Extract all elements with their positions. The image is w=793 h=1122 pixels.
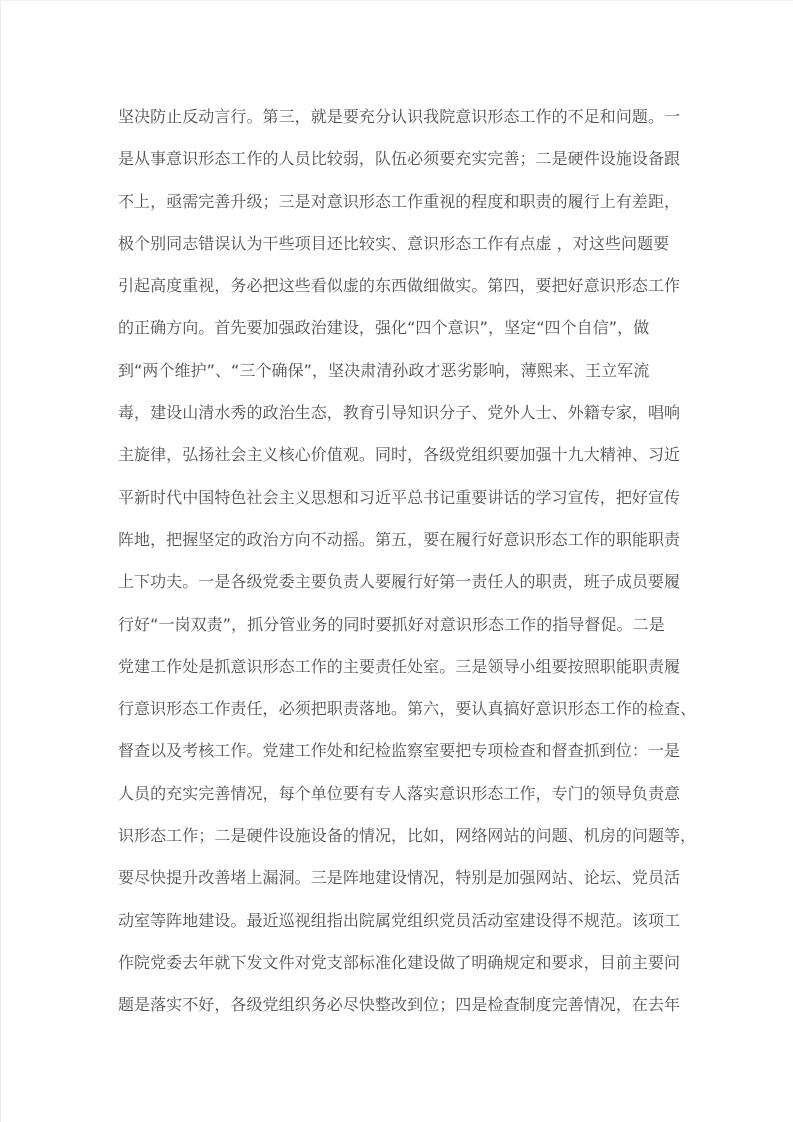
text-line: 阵地，把握坚定的政治方向不动摇。第五，要在履行好意识形态工作的职能职责 (118, 529, 681, 549)
text-line: 人员的充实完善情况，每个单位要有专人落实意识形态工作，专门的领导负责意 (118, 783, 681, 803)
text-line: 行意识形态工作责任，必须把职责落地。第六，要认真搞好意识形态工作的检查、 (118, 699, 697, 719)
document-text-block (118, 96, 697, 1027)
text-line: 督查以及考核工作。党建工作处和纪检监察室要把专项检查和督查抓到位：一是 (118, 741, 681, 761)
text-line: 平新时代中国特色社会主义思想和习近平总书记重要讲话的学习宣传，把好宣传 (118, 487, 681, 507)
text-line: 识形态工作；二是硬件设施设备的情况，比如，网络网站的问题、机房的问题等， (118, 826, 697, 846)
text-line: 到“两个维护”、“三个确保”，坚决肃清孙政才恶劣影响，薄熙来、王立军流 (118, 360, 650, 380)
text-line: 上下功夫。一是各级党委主要负责人要履行好第一责任人的职责，班子成员要履 (118, 572, 681, 592)
text-line: 的正确方向。首先要加强政治建设，强化“四个意识”，坚定“四个自信”，做 (118, 318, 650, 338)
text-line: 行好“一岗双责”，抓分管业务的同时要抓好对意识形态工作的指导督促。二是 (118, 614, 665, 634)
text-line: 坚决防止反动言行。第三，就是要充分认识我院意识形态工作的不足和问题。一 (118, 107, 681, 126)
text-line: 是从事意识形态工作的人员比较弱，队伍必须要充实完善；二是硬件设施设备跟 (118, 149, 681, 169)
text-line: 作院党委去年就下发文件对党支部标准化建设做了明确规定和要求，目前主要问 (118, 952, 681, 972)
text-line: 不上，亟需完善升级；三是对意识形态工作重视的程度和职责的履行上有差距， (118, 191, 681, 211)
text-line: 极个别同志错误认为干些项目还比较实、意识形态工作有点虚 ，对这些问题要 (118, 233, 670, 253)
text-line: 党建工作处是抓意识形态工作的主要责任处室。三是领导小组要按照职能职责履 (118, 656, 681, 676)
text-line: 主旋律，弘扬社会主义核心价值观。同时，各级党组织要加强十九大精神、习近 (118, 445, 681, 465)
text-line: 要尽快提升改善堵上漏洞。三是阵地建设情况，特别是加强网站、论坛、党员活 (118, 868, 681, 888)
text-line: 引起高度重视，务必把这些看似虚的东西做细做实。第四，要把好意识形态工作 (118, 276, 681, 296)
text-line: 题是落实不好，各级党组织务必尽快整改到位；四是检查制度完善情况，在去年 (118, 995, 681, 1015)
text-line: 毒，建设山清水秀的政治生态，教育引导知识分子、党外人士、外籍专家，唱响 (118, 403, 681, 423)
text-line: 动室等阵地建设。最近巡视组指出院属党组织党员活动室建设得不规范。该项工 (118, 910, 681, 930)
